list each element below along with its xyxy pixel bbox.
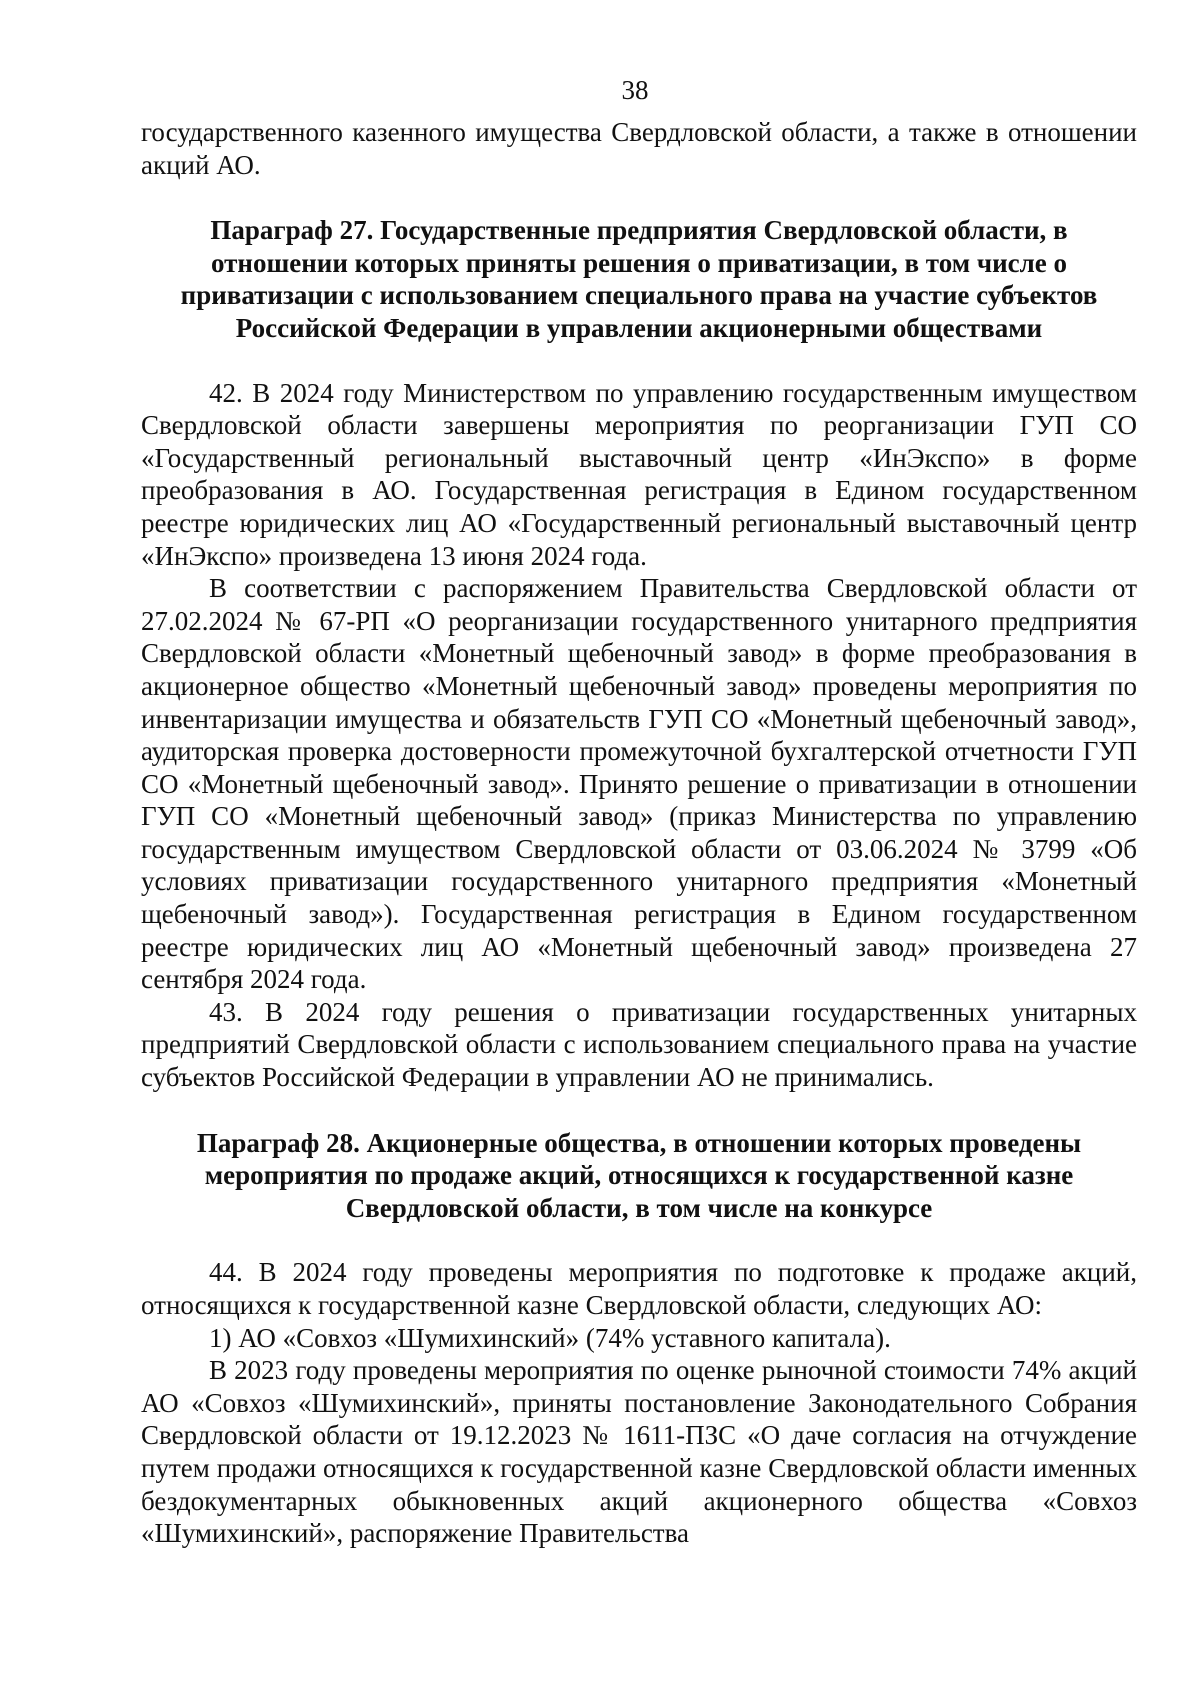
page-content [141,116,1137,1550]
continuation-paragraph: государственного казенного имущества Свердловской области, а также в отношении акций АО. [141,117,1137,180]
section-28-heading: Параграф 28. Акционерные общества, в отношении которых проведены мероприятия по продаже акций, относящихся к государственной казне Свердловской области, в том числе на конкурсе [196,1127,1082,1223]
paragraph-shumikhinsky-2023: В 2023 году проведены мероприятия по оценке рыночной стоимости 74% акций АО «Совхоз «Шумихинский», приняты постановление Законодательного Собрания Свердловской области от 19.12.2023 № 1611-ПЗС «О даче согласия на отчуждение путем продажи относящихся к государственной казне Свердловской области именных бездокументарных обыкновенных акций акционерного общества «Совхоз «Шумихинский», распоряжение Правительства [141,1355,1137,1549]
paragraph-44-item-1: 1) АО «Совхоз «Шумихинский» (74% уставного капитала). [209,1322,891,1353]
paragraph-43: 43. В 2024 году решения о приватизации государственных унитарных предприятий Свердловской области с использованием специального права на участие субъектов Российской Федерации в управлении АО не принимались. [141,996,1137,1093]
paragraph-42: 42. В 2024 году Министерством по управлению государственным имуществом Свердловской области завершены мероприятия по реорганизации ГУП СО «Государственный региональный выставочный центр «ИнЭкспо» в форме преобразования в АО. Государственная регистрация в Едином государственном реестре юридических лиц АО «Государственный региональный выставочный центр «ИнЭкспо» произведена 13 июня 2024 года. [141,377,1137,571]
page-number: 38 [621,75,649,105]
paragraph-monetny-zavod: В соответствии с распоряжением Правительства Свердловской области от 27.02.2024 № 67-РП «О реорганизации государственного унитарного предприятия Свердловской области «Монетный щебеночный завод» в форме преобразования в акционерное общество «Монетный щебеночный завод» проведены мероприятия по инвентаризации имущества и обязательств ГУП СО «Монетный щебеночный завод», аудиторская проверка достоверности промежуточной бухгалтерской отчетности ГУП СО «Монетный щебеночный завод». Принято решение о приватизации в отношении ГУП СО «Монетный щебеночный завод» (приказ Министерства по управлению государственным имуществом Свердловской области от 03.06.2024 № 3799 «Об условиях приватизации государственного унитарного предприятия «Монетный щебеночный завод»). Государственная регистрация в Едином государственном реестре юридических лиц АО «Монетный щебеночный завод» произведена 27 сентября 2024 года. [141,573,1137,995]
section-27-heading: Параграф 27. Государственные предприятия Свердловской области, в отношении которых приняты решения о приватизации, в том числе о приватизации с использованием специального права на участие субъектов Российской Федерации в управлении акционерными обществами [180,215,1098,343]
paragraph-44: 44. В 2024 году проведены мероприятия по подготовке к продаже акций, относящихся к государственной казне Свердловской области, следующих АО: [141,1257,1137,1320]
